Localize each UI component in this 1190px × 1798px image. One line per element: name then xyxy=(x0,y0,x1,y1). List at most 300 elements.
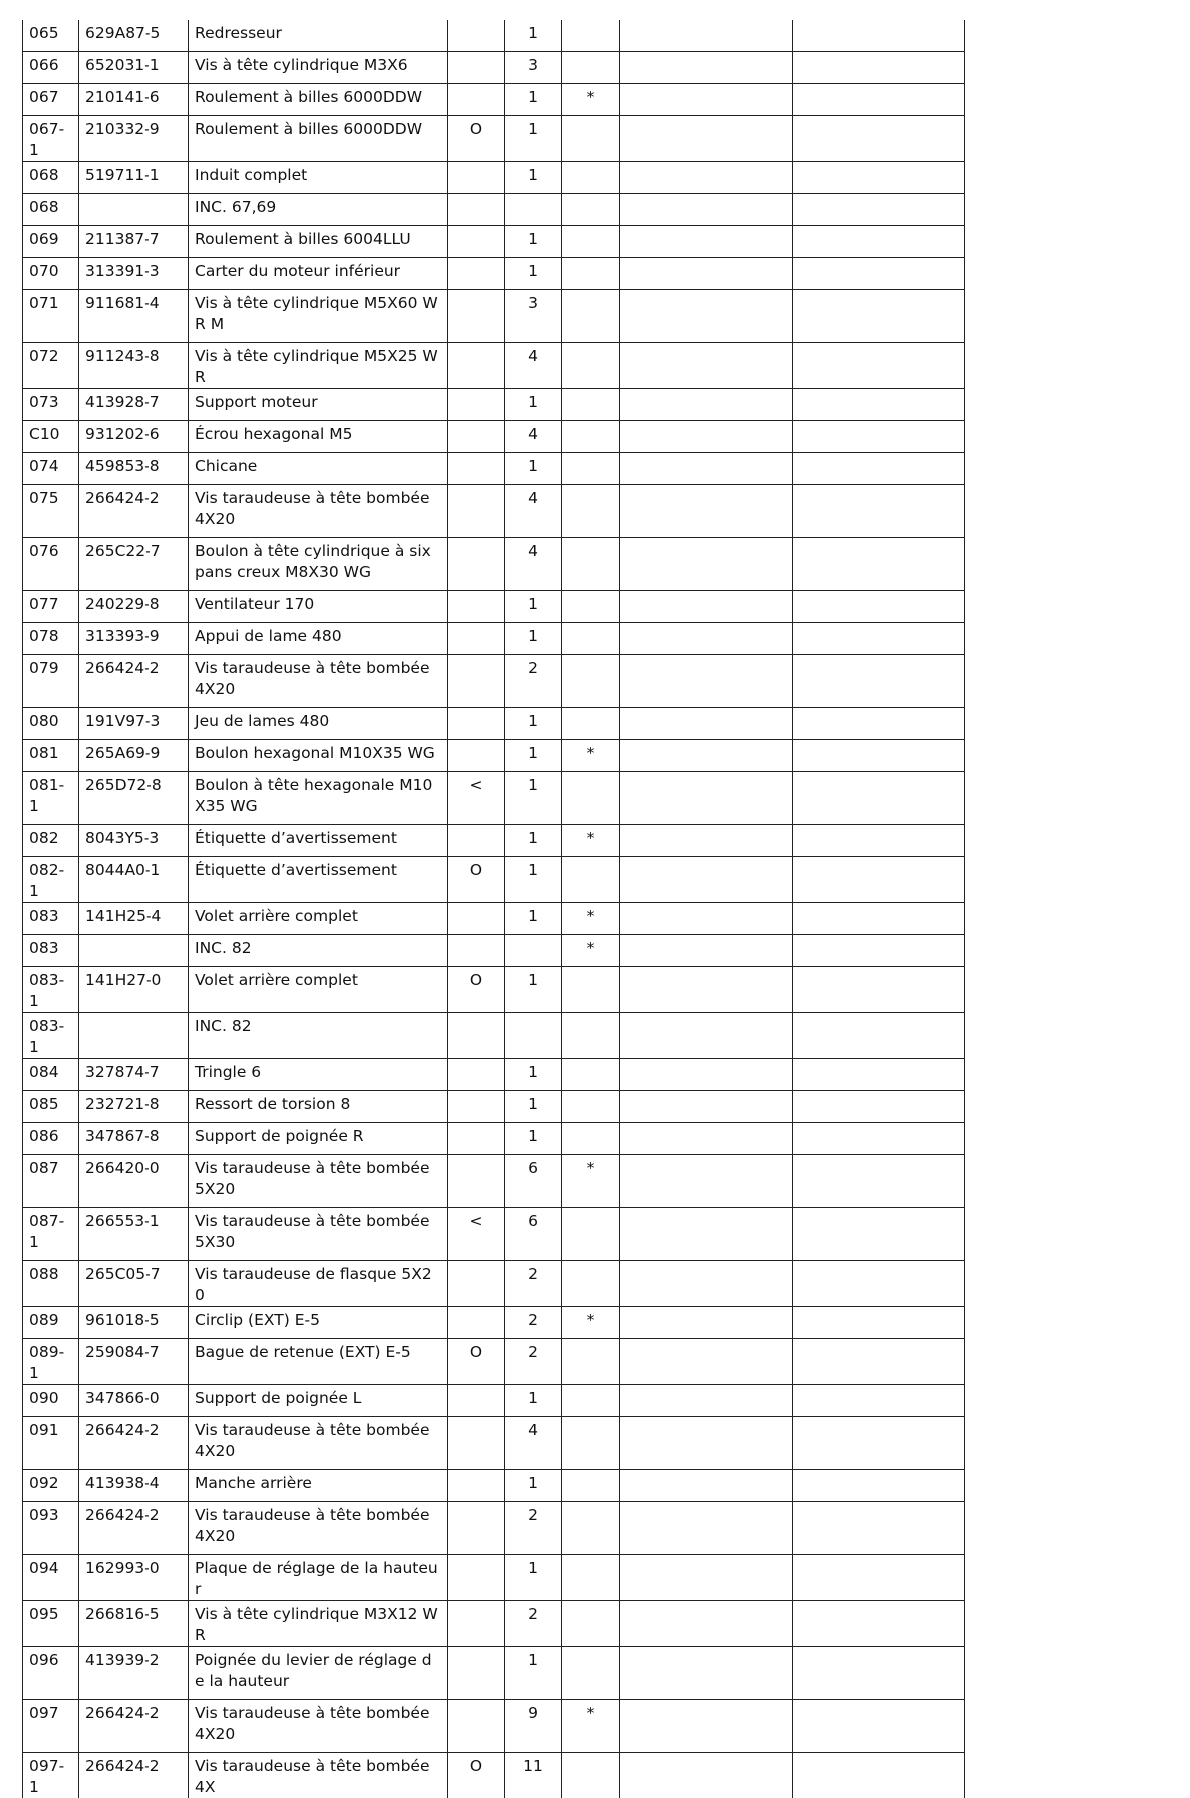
item-number-cell: 094 xyxy=(23,1555,79,1601)
blank-column-cell xyxy=(620,772,793,825)
description-cell: Roulement à billes 6000DDW xyxy=(189,84,448,116)
option-marker-cell xyxy=(448,1261,505,1307)
part-number-cell: 211387-7 xyxy=(79,226,189,258)
blank-column-cell xyxy=(793,1555,965,1601)
blank-column-cell xyxy=(793,708,965,740)
note-marker-cell xyxy=(562,772,620,825)
blank-column-cell xyxy=(620,1700,793,1753)
blank-column-cell xyxy=(620,194,793,226)
quantity-cell: 3 xyxy=(505,290,562,343)
blank-column-cell xyxy=(620,1261,793,1307)
item-number-cell: 081 xyxy=(23,740,79,772)
blank-column-cell xyxy=(620,538,793,591)
item-number-cell: 069 xyxy=(23,226,79,258)
description-cell: Support de poignée L xyxy=(189,1385,448,1417)
table-row xyxy=(23,538,965,591)
table-row xyxy=(23,453,965,485)
table-row xyxy=(23,194,965,226)
blank-column-cell xyxy=(793,1091,965,1123)
note-marker-cell: * xyxy=(562,903,620,935)
table-row xyxy=(23,1155,965,1208)
blank-column-cell xyxy=(793,116,965,162)
option-marker-cell xyxy=(448,1307,505,1339)
description-cell: Vis taraudeuse à tête bombée 4X20 xyxy=(189,655,448,708)
description-cell: Vis taraudeuse à tête bombée 5X20 xyxy=(189,1155,448,1208)
blank-column-cell xyxy=(620,1417,793,1470)
quantity-cell: 1 xyxy=(505,258,562,290)
blank-column-cell xyxy=(620,226,793,258)
part-number-cell: 266420-0 xyxy=(79,1155,189,1208)
option-marker-cell xyxy=(448,421,505,453)
parts-table xyxy=(22,20,965,1798)
description-cell: Roulement à billes 6000DDW xyxy=(189,116,448,162)
table-row xyxy=(23,623,965,655)
option-marker-cell: < xyxy=(448,772,505,825)
parts-table-body xyxy=(23,20,965,1798)
blank-column-cell xyxy=(793,1155,965,1208)
blank-column-cell xyxy=(793,1502,965,1555)
blank-column-cell xyxy=(793,655,965,708)
option-marker-cell xyxy=(448,655,505,708)
description-cell: Vis à tête cylindrique M3X6 xyxy=(189,52,448,84)
table-row xyxy=(23,1601,965,1647)
item-number-cell: 082 xyxy=(23,825,79,857)
table-row xyxy=(23,772,965,825)
blank-column-cell xyxy=(620,655,793,708)
table-row xyxy=(23,343,965,389)
option-marker-cell: < xyxy=(448,1208,505,1261)
description-cell: Vis à tête cylindrique M5X25 WR xyxy=(189,343,448,389)
note-marker-cell xyxy=(562,116,620,162)
blank-column-cell xyxy=(620,258,793,290)
part-number-cell: 210141-6 xyxy=(79,84,189,116)
item-number-cell: 071 xyxy=(23,290,79,343)
quantity-cell: 2 xyxy=(505,1261,562,1307)
part-number-cell: 413938-4 xyxy=(79,1470,189,1502)
part-number-cell: 266424-2 xyxy=(79,1753,189,1798)
item-number-cell: 092 xyxy=(23,1470,79,1502)
item-number-cell: 088 xyxy=(23,1261,79,1307)
blank-column-cell xyxy=(793,162,965,194)
description-cell: Support moteur xyxy=(189,389,448,421)
description-cell: Vis taraudeuse à tête bombée 4X20 xyxy=(189,1502,448,1555)
blank-column-cell xyxy=(620,1555,793,1601)
table-row xyxy=(23,1339,965,1385)
note-marker-cell xyxy=(562,1502,620,1555)
item-number-cell: 083 xyxy=(23,935,79,967)
part-number-cell: 931202-6 xyxy=(79,421,189,453)
blank-column-cell xyxy=(793,1753,965,1798)
option-marker-cell: O xyxy=(448,1339,505,1385)
table-row xyxy=(23,116,965,162)
table-row xyxy=(23,1307,965,1339)
part-number-cell: 413928-7 xyxy=(79,389,189,421)
blank-column-cell xyxy=(620,708,793,740)
description-cell: Vis taraudeuse de flasque 5X20 xyxy=(189,1261,448,1307)
description-cell: Étiquette d’avertissement xyxy=(189,825,448,857)
option-marker-cell xyxy=(448,389,505,421)
blank-column-cell xyxy=(793,20,965,52)
option-marker-cell xyxy=(448,1502,505,1555)
blank-column-cell xyxy=(620,1123,793,1155)
blank-column-cell xyxy=(620,903,793,935)
table-row xyxy=(23,290,965,343)
note-marker-cell xyxy=(562,1417,620,1470)
blank-column-cell xyxy=(620,935,793,967)
blank-column-cell xyxy=(793,1601,965,1647)
note-marker-cell xyxy=(562,52,620,84)
description-cell: Appui de lame 480 xyxy=(189,623,448,655)
blank-column-cell xyxy=(793,194,965,226)
quantity-cell: 6 xyxy=(505,1208,562,1261)
blank-column-cell xyxy=(620,421,793,453)
note-marker-cell: * xyxy=(562,1155,620,1208)
note-marker-cell xyxy=(562,1753,620,1798)
item-number-cell: 083-1 xyxy=(23,1013,79,1059)
blank-column-cell xyxy=(793,825,965,857)
description-cell: Ressort de torsion 8 xyxy=(189,1091,448,1123)
blank-column-cell xyxy=(793,389,965,421)
item-number-cell: 081-1 xyxy=(23,772,79,825)
item-number-cell: 077 xyxy=(23,591,79,623)
description-cell: Volet arrière complet xyxy=(189,967,448,1013)
table-row xyxy=(23,1470,965,1502)
item-number-cell: 089 xyxy=(23,1307,79,1339)
item-number-cell: 070 xyxy=(23,258,79,290)
part-number-cell: 266424-2 xyxy=(79,1502,189,1555)
note-marker-cell xyxy=(562,655,620,708)
table-row xyxy=(23,1753,965,1798)
description-cell: Redresseur xyxy=(189,20,448,52)
blank-column-cell xyxy=(793,343,965,389)
part-number-cell: 629A87-5 xyxy=(79,20,189,52)
blank-column-cell xyxy=(793,290,965,343)
blank-column-cell xyxy=(620,453,793,485)
note-marker-cell xyxy=(562,1059,620,1091)
item-number-cell: C10 xyxy=(23,421,79,453)
description-cell: Écrou hexagonal M5 xyxy=(189,421,448,453)
blank-column-cell xyxy=(793,1013,965,1059)
quantity-cell: 2 xyxy=(505,1502,562,1555)
blank-column-cell xyxy=(620,1647,793,1700)
option-marker-cell xyxy=(448,290,505,343)
option-marker-cell xyxy=(448,1385,505,1417)
table-row xyxy=(23,1502,965,1555)
quantity-cell: 1 xyxy=(505,1091,562,1123)
table-row xyxy=(23,1208,965,1261)
table-row xyxy=(23,1385,965,1417)
note-marker-cell xyxy=(562,1208,620,1261)
option-marker-cell: O xyxy=(448,1753,505,1798)
item-number-cell: 065 xyxy=(23,20,79,52)
blank-column-cell xyxy=(793,857,965,903)
item-number-cell: 083 xyxy=(23,903,79,935)
table-row xyxy=(23,485,965,538)
part-number-cell xyxy=(79,935,189,967)
table-row xyxy=(23,967,965,1013)
description-cell: Vis à tête cylindrique M5X60 WR M xyxy=(189,290,448,343)
parts-list-page xyxy=(22,20,965,1798)
note-marker-cell xyxy=(562,258,620,290)
blank-column-cell xyxy=(793,84,965,116)
description-cell: Boulon à tête hexagonale M10X35 WG xyxy=(189,772,448,825)
blank-column-cell xyxy=(793,967,965,1013)
quantity-cell: 1 xyxy=(505,1059,562,1091)
quantity-cell: 1 xyxy=(505,84,562,116)
quantity-cell: 1 xyxy=(505,453,562,485)
blank-column-cell xyxy=(793,258,965,290)
blank-column-cell xyxy=(793,453,965,485)
option-marker-cell xyxy=(448,20,505,52)
quantity-cell: 1 xyxy=(505,623,562,655)
blank-column-cell xyxy=(620,1753,793,1798)
description-cell: Volet arrière complet xyxy=(189,903,448,935)
blank-column-cell xyxy=(793,740,965,772)
quantity-cell: 3 xyxy=(505,52,562,84)
option-marker-cell xyxy=(448,538,505,591)
blank-column-cell xyxy=(620,1470,793,1502)
option-marker-cell xyxy=(448,343,505,389)
item-number-cell: 084 xyxy=(23,1059,79,1091)
part-number-cell: 266553-1 xyxy=(79,1208,189,1261)
table-row xyxy=(23,1647,965,1700)
note-marker-cell: * xyxy=(562,935,620,967)
blank-column-cell xyxy=(793,1647,965,1700)
description-cell: Vis taraudeuse à tête bombée 4X20 xyxy=(189,485,448,538)
part-number-cell: 141H25-4 xyxy=(79,903,189,935)
note-marker-cell xyxy=(562,538,620,591)
item-number-cell: 089-1 xyxy=(23,1339,79,1385)
quantity-cell: 4 xyxy=(505,1417,562,1470)
blank-column-cell xyxy=(620,1013,793,1059)
table-row xyxy=(23,421,965,453)
part-number-cell: 259084-7 xyxy=(79,1339,189,1385)
blank-column-cell xyxy=(620,1059,793,1091)
part-number-cell: 266424-2 xyxy=(79,1417,189,1470)
quantity-cell xyxy=(505,194,562,226)
option-marker-cell: O xyxy=(448,857,505,903)
note-marker-cell xyxy=(562,20,620,52)
part-number-cell: 313391-3 xyxy=(79,258,189,290)
note-marker-cell xyxy=(562,1091,620,1123)
item-number-cell: 087 xyxy=(23,1155,79,1208)
table-row xyxy=(23,591,965,623)
table-row xyxy=(23,84,965,116)
table-row xyxy=(23,1700,965,1753)
blank-column-cell xyxy=(620,1208,793,1261)
item-number-cell: 073 xyxy=(23,389,79,421)
item-number-cell: 085 xyxy=(23,1091,79,1123)
blank-column-cell xyxy=(620,52,793,84)
item-number-cell: 090 xyxy=(23,1385,79,1417)
note-marker-cell xyxy=(562,389,620,421)
quantity-cell: 1 xyxy=(505,1647,562,1700)
blank-column-cell xyxy=(793,591,965,623)
quantity-cell: 4 xyxy=(505,485,562,538)
table-row xyxy=(23,1555,965,1601)
description-cell: Induit complet xyxy=(189,162,448,194)
option-marker-cell xyxy=(448,194,505,226)
quantity-cell: 1 xyxy=(505,772,562,825)
option-marker-cell xyxy=(448,453,505,485)
note-marker-cell xyxy=(562,967,620,1013)
blank-column-cell xyxy=(793,1059,965,1091)
part-number-cell: 347866-0 xyxy=(79,1385,189,1417)
part-number-cell: 8043Y5-3 xyxy=(79,825,189,857)
part-number-cell: 313393-9 xyxy=(79,623,189,655)
blank-column-cell xyxy=(620,290,793,343)
table-row xyxy=(23,258,965,290)
quantity-cell: 1 xyxy=(505,162,562,194)
part-number-cell xyxy=(79,1013,189,1059)
note-marker-cell xyxy=(562,343,620,389)
part-number-cell: 232721-8 xyxy=(79,1091,189,1123)
note-marker-cell xyxy=(562,226,620,258)
blank-column-cell xyxy=(620,1385,793,1417)
quantity-cell: 1 xyxy=(505,20,562,52)
item-number-cell: 072 xyxy=(23,343,79,389)
quantity-cell: 1 xyxy=(505,708,562,740)
part-number-cell: 413939-2 xyxy=(79,1647,189,1700)
quantity-cell: 1 xyxy=(505,591,562,623)
quantity-cell: 1 xyxy=(505,825,562,857)
blank-column-cell xyxy=(793,538,965,591)
note-marker-cell: * xyxy=(562,740,620,772)
item-number-cell: 067-1 xyxy=(23,116,79,162)
item-number-cell: 082-1 xyxy=(23,857,79,903)
description-cell: Plaque de réglage de la hauteur xyxy=(189,1555,448,1601)
description-cell: Support de poignée R xyxy=(189,1123,448,1155)
part-number-cell: 265C22-7 xyxy=(79,538,189,591)
note-marker-cell xyxy=(562,1123,620,1155)
description-cell: Vis taraudeuse à tête bombée 4X xyxy=(189,1753,448,1798)
description-cell: INC. 67,69 xyxy=(189,194,448,226)
note-marker-cell xyxy=(562,162,620,194)
item-number-cell: 093 xyxy=(23,1502,79,1555)
table-row xyxy=(23,1091,965,1123)
description-cell: Poignée du levier de réglage de la hauteur xyxy=(189,1647,448,1700)
option-marker-cell xyxy=(448,226,505,258)
item-number-cell: 097-1 xyxy=(23,1753,79,1798)
part-number-cell: 266424-2 xyxy=(79,485,189,538)
blank-column-cell xyxy=(793,772,965,825)
item-number-cell: 086 xyxy=(23,1123,79,1155)
quantity-cell: 2 xyxy=(505,1307,562,1339)
blank-column-cell xyxy=(793,421,965,453)
item-number-cell: 097 xyxy=(23,1700,79,1753)
blank-column-cell xyxy=(793,1470,965,1502)
blank-column-cell xyxy=(793,1339,965,1385)
option-marker-cell xyxy=(448,84,505,116)
blank-column-cell xyxy=(620,623,793,655)
note-marker-cell xyxy=(562,708,620,740)
item-number-cell: 083-1 xyxy=(23,967,79,1013)
note-marker-cell xyxy=(562,1555,620,1601)
table-row xyxy=(23,162,965,194)
part-number-cell: 191V97-3 xyxy=(79,708,189,740)
option-marker-cell xyxy=(448,162,505,194)
description-cell: Vis taraudeuse à tête bombée 4X20 xyxy=(189,1700,448,1753)
description-cell: Carter du moteur inférieur xyxy=(189,258,448,290)
option-marker-cell xyxy=(448,1013,505,1059)
blank-column-cell xyxy=(793,1307,965,1339)
blank-column-cell xyxy=(793,1208,965,1261)
item-number-cell: 096 xyxy=(23,1647,79,1700)
quantity-cell: 1 xyxy=(505,1385,562,1417)
description-cell: Tringle 6 xyxy=(189,1059,448,1091)
blank-column-cell xyxy=(620,1091,793,1123)
quantity-cell: 1 xyxy=(505,389,562,421)
table-row xyxy=(23,935,965,967)
option-marker-cell xyxy=(448,1091,505,1123)
option-marker-cell xyxy=(448,258,505,290)
note-marker-cell xyxy=(562,1470,620,1502)
option-marker-cell xyxy=(448,591,505,623)
note-marker-cell xyxy=(562,453,620,485)
note-marker-cell: * xyxy=(562,1307,620,1339)
table-row xyxy=(23,52,965,84)
note-marker-cell xyxy=(562,421,620,453)
note-marker-cell xyxy=(562,1647,620,1700)
option-marker-cell xyxy=(448,485,505,538)
blank-column-cell xyxy=(620,162,793,194)
note-marker-cell: * xyxy=(562,825,620,857)
option-marker-cell xyxy=(448,1059,505,1091)
description-cell: Étiquette d’avertissement xyxy=(189,857,448,903)
table-row xyxy=(23,655,965,708)
option-marker-cell xyxy=(448,1555,505,1601)
description-cell: INC. 82 xyxy=(189,1013,448,1059)
part-number-cell: 961018-5 xyxy=(79,1307,189,1339)
part-number-cell: 141H27-0 xyxy=(79,967,189,1013)
part-number-cell: 265D72-8 xyxy=(79,772,189,825)
item-number-cell: 079 xyxy=(23,655,79,708)
quantity-cell: 6 xyxy=(505,1155,562,1208)
blank-column-cell xyxy=(620,1339,793,1385)
description-cell: Vis à tête cylindrique M3X12 WR xyxy=(189,1601,448,1647)
note-marker-cell xyxy=(562,1013,620,1059)
part-number-cell xyxy=(79,194,189,226)
description-cell: INC. 82 xyxy=(189,935,448,967)
option-marker-cell xyxy=(448,1417,505,1470)
blank-column-cell xyxy=(793,1385,965,1417)
blank-column-cell xyxy=(793,1417,965,1470)
quantity-cell: 1 xyxy=(505,1470,562,1502)
part-number-cell: 266424-2 xyxy=(79,655,189,708)
option-marker-cell xyxy=(448,52,505,84)
blank-column-cell xyxy=(620,116,793,162)
option-marker-cell xyxy=(448,903,505,935)
blank-column-cell xyxy=(793,485,965,538)
note-marker-cell xyxy=(562,290,620,343)
quantity-cell xyxy=(505,935,562,967)
item-number-cell: 074 xyxy=(23,453,79,485)
description-cell: Boulon hexagonal M10X35 WG xyxy=(189,740,448,772)
note-marker-cell: * xyxy=(562,84,620,116)
part-number-cell: 347867-8 xyxy=(79,1123,189,1155)
blank-column-cell xyxy=(620,1155,793,1208)
quantity-cell: 4 xyxy=(505,343,562,389)
description-cell: Vis taraudeuse à tête bombée 4X20 xyxy=(189,1417,448,1470)
item-number-cell: 080 xyxy=(23,708,79,740)
part-number-cell: 8044A0-1 xyxy=(79,857,189,903)
note-marker-cell xyxy=(562,194,620,226)
item-number-cell: 076 xyxy=(23,538,79,591)
item-number-cell: 068 xyxy=(23,162,79,194)
table-row xyxy=(23,857,965,903)
quantity-cell: 2 xyxy=(505,655,562,708)
description-cell: Chicane xyxy=(189,453,448,485)
